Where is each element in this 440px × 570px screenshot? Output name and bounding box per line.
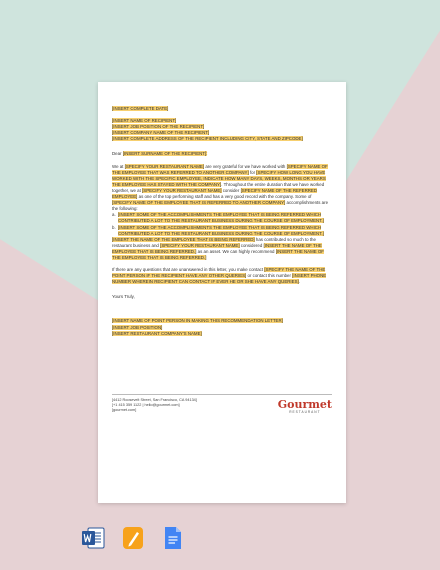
p2-placeholder: [INSERT THE NAME OF THE EMPLOYEE THAT IS BEING REFERRED.] [112, 242, 322, 254]
closing: Yours Truly, [112, 294, 135, 300]
p3-text: . [298, 279, 300, 285]
list-marker: b. [112, 224, 116, 230]
p2-text: has contributed so much to the restaurant business and [112, 236, 316, 248]
recipient-job: [INSERT JOB POSITION OF THE RECIPIENT] [112, 124, 205, 130]
recipient-company: [INSERT COMPANY NAME OF THE RECIPIENT] [112, 130, 210, 136]
signature-name: [INSERT NAME OF POINT PERSON IN MAKING THIS RECOMMENDATION LETTER] [112, 318, 283, 324]
p1-placeholder: [SPECIFY NAME OF THE REFERRED EMPLOYEE] [112, 187, 318, 200]
brand-name: Gourmet [277, 398, 332, 411]
paragraph-1 [112, 164, 332, 213]
list-marker: a. [112, 212, 116, 218]
p3-placeholder: [SPECIFY THE NAME OF THE POINT PERSON IF THE RECIPIENT HAVE ANY OTHER QUERIES] [112, 267, 326, 279]
p3-placeholder: [INSERT PHONE NUMBER WHEREIN RECIPIENT CAN CONTACT IF EVER HE OR SHE HAVE ANY QUERIES] [112, 273, 327, 285]
word-icon[interactable] [80, 525, 106, 556]
recipient-name: [INSERT NAME OF RECIPIENT] [112, 118, 177, 124]
date-placeholder: [INSERT COMPLETE DATE] [112, 106, 169, 111]
list-item-b [112, 225, 332, 237]
p1-text: are very grateful for we have worked with [205, 163, 286, 169]
p2-text: as an asset. We can highly recommend [197, 248, 275, 254]
p1-text: as one of the top performing staff and has a very good record with the company. Some of [138, 194, 312, 200]
list-placeholder: [INSERT SOME OF THE ACCOMPLISHMENTS THE EMPLOYEE THAT IS BEING REFERRED WHICH CONTRIBUTED A LOT TO THE RESTAURANT BUSINESS DURING THE COURSE OF EMPLOYMENT.] [118, 224, 324, 236]
brand-logo [278, 399, 332, 414]
document-page [98, 82, 346, 503]
paragraph-3 [112, 267, 332, 285]
p1-placeholder: [SPECIFY HOW LONG YOU HAVE WORKED WITH THE SPECIFIC EMPLOYEE, INDICATE HOW MANY DAYS, WEEKS, MONTHS OR YEARS THE EMPLOYEE HAS STAYED WITH THE COMPANY] [112, 169, 326, 187]
pages-icon[interactable] [120, 525, 146, 556]
p2-placeholder: [INSERT THE NAME OF THE EMPLOYEE THAT IS BEING REFERRED] [112, 236, 255, 242]
p1-placeholder: [SPECIFY NAME OF THE EMPLOYEE THAT IS REFERRED TO ANOTHER COMPANY] [112, 200, 286, 206]
paragraph-2 [112, 237, 332, 261]
p1-placeholder: [SPECIFY YOUR RESTAURANT NAME] [142, 187, 222, 193]
list-placeholder: [INSERT SOME OF THE ACCOMPLISHMENTS THE EMPLOYEE THAT IS BEING REFERRED WHICH CONTRIBUTED A LOT TO THE RESTAURANT BUSINESS DURING THE COURSE OF EMPLOYMENT.] [118, 212, 324, 224]
app-icons [0, 525, 440, 555]
p1-text: We at [112, 163, 124, 169]
letter-footer [112, 394, 332, 414]
signature-company: [INSERT RESTAURANT COMPANY'S NAME] [112, 330, 202, 336]
footer-contact: [+1 415 359 1122 | hello@gourmet.com] [112, 403, 180, 408]
p1-placeholder: [SPECIFY NAME OF THE EMPLOYEE THAT WAS REFERRED TO ANOTHER COMPANY] [112, 163, 328, 175]
p1-placeholder: [SPECIFY YOUR RESTAURANT NAME] [124, 163, 205, 169]
p3-text: If there are any questions that are unanswered in this letter, you make contact [112, 267, 264, 273]
p1-text: for [249, 169, 256, 175]
recipient-address: [INSERT COMPLETE ADDRESS OF THE RECIPIENT INCLUDING CITY, STATE AND ZIPCODE] [112, 136, 303, 142]
p1-text: accomplishments are the following: [112, 200, 329, 212]
footer-address: [4412 Roosevelt Street, San Francisco, CA 94134] [112, 398, 197, 402]
p2-placeholder: [SPECIFY YOUR RESTAURANT NAME] [160, 242, 240, 248]
signature-job: [INSERT JOB POSITION] [112, 324, 163, 330]
p1-text: consider [222, 187, 240, 193]
p1-text: . Throughout the entire duration that we have worked together, we at [112, 181, 325, 193]
footer-website: [gourmet.com] [112, 408, 137, 413]
salutation-text: Dear [112, 151, 122, 157]
salutation-placeholder: [INSERT SURNAME OF THE RECIPIENT]: [122, 151, 208, 157]
letter-body [112, 106, 332, 337]
p3-text: or contact this number [247, 273, 291, 279]
signature-company-line [112, 331, 332, 337]
brand-subtitle: RESTAURANT [289, 410, 321, 414]
list-item-a [112, 212, 332, 224]
google-docs-icon[interactable] [160, 525, 186, 556]
p2-placeholder: [INSERT THE NAME OF THE EMPLOYEE THAT IS BEING REFERRED.] [112, 248, 324, 260]
recipient-address-line [112, 136, 332, 142]
p2-text: considered [240, 242, 263, 248]
